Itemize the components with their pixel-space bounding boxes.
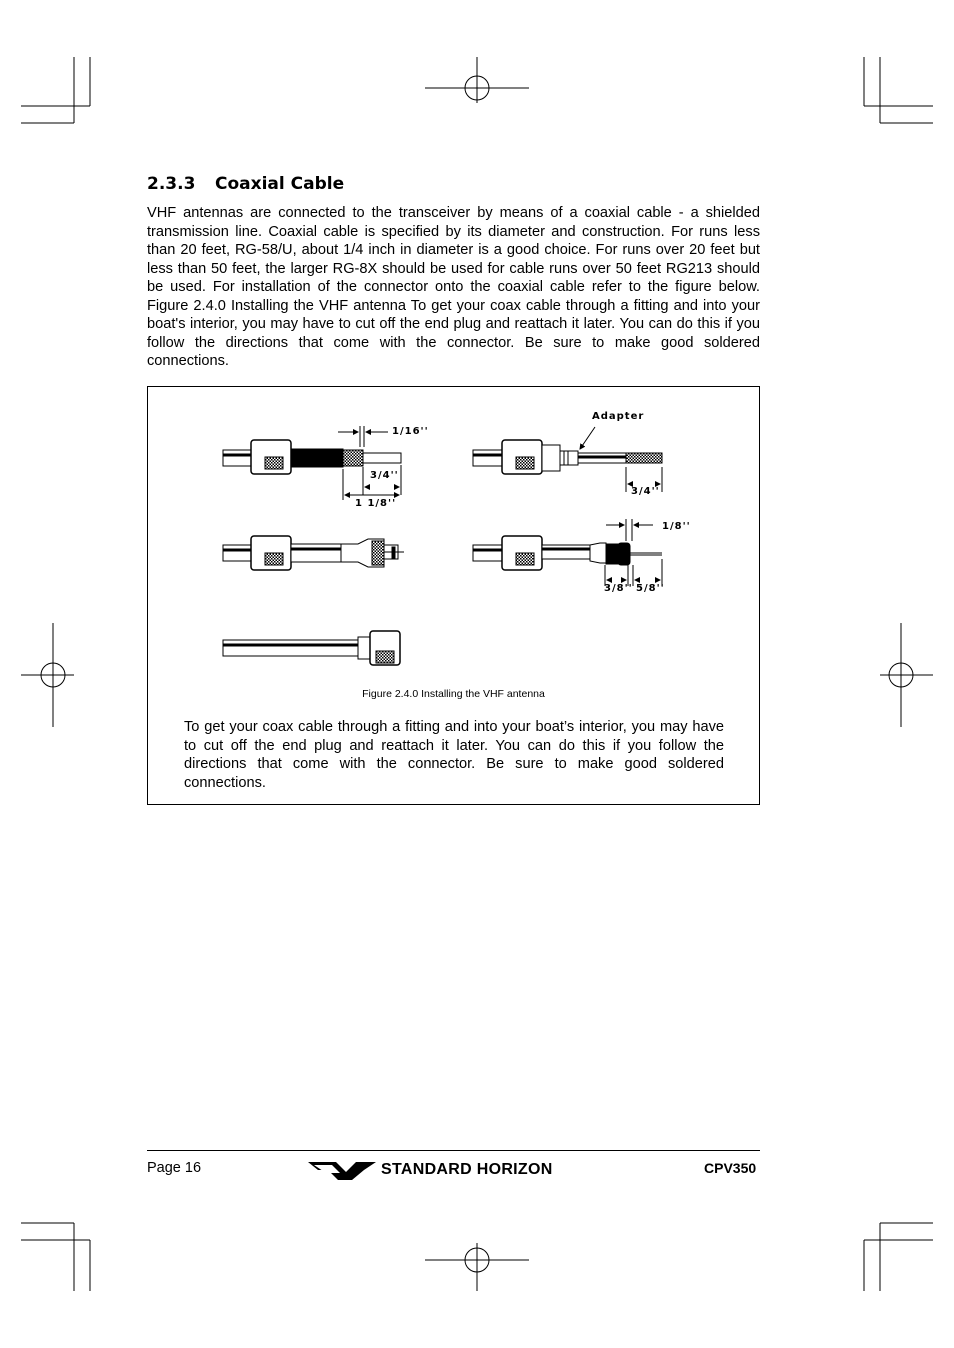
- figure-caption: Figure 2.4.0 Installing the VHF antenna: [362, 688, 545, 700]
- figure-box: [147, 386, 760, 805]
- step5-finished-connector: [223, 631, 400, 665]
- page-number: Page 16: [147, 1160, 202, 1176]
- step3-assembled-plug: [223, 536, 404, 570]
- dim-label-1-16: 1/16'': [392, 426, 429, 437]
- section-heading: [147, 174, 344, 194]
- intro-paragraph: VHF antennas are connected to the transceiver by means of a coaxial cable - a shielded transmission line. Coaxial cable is specified by its diameter and construction. For runs less than 20 feet, RG-58/U, about 1/4 inch in diameter is a good choice. For runs over 20 feet but less than 50 feet, the larger RG-8X should be used for cable runs over 50 feet RG213 should be used. For installation of the connector onto the coaxial cable refer to the figure below. Figure 2.4.0 Installing the VHF antenna To get your coax cable through a fitting and into your boat's interior, you may have to cut off the end plug and reattach it later. You can do this if you follow the directions that come with the connector. Be sure to make good soldered connections.: [147, 205, 760, 369]
- dim-label-5-8: 5/8'': [636, 583, 665, 594]
- dim-label-1-8: 1/8'': [662, 521, 691, 532]
- dim-label-3-4-b: 3/4'': [631, 486, 660, 497]
- coax-connector-diagram: [148, 387, 759, 687]
- dim-label-3-4-a: 3/4'': [370, 470, 399, 481]
- dim-label-1-1-8: 1 1/8'': [355, 498, 397, 509]
- brand-name: STANDARD HORIZON: [381, 1161, 553, 1178]
- step1-stripped-cable: [223, 426, 401, 500]
- dim-label-3-8: 3/8'': [604, 583, 633, 594]
- brand-emblem-icon: [306, 1158, 378, 1182]
- section-title: Coaxial Cable: [215, 174, 345, 194]
- figure-body-text: To get your coax cable through a fitting and into your boat’s interior, you may have to cut off the end plug and reattach it later. You can do this if you follow the directions that come with the connector. Be sure to make good soldered connections.: [184, 719, 724, 791]
- footer-rule: [147, 1150, 760, 1151]
- step2-adapter-cable: [473, 427, 662, 492]
- adapter-label: Adapter: [592, 411, 645, 422]
- section-number: 2.3.3: [147, 174, 196, 194]
- step4-adapter-stripped: [473, 519, 662, 586]
- model-name: CPV350: [704, 1160, 757, 1176]
